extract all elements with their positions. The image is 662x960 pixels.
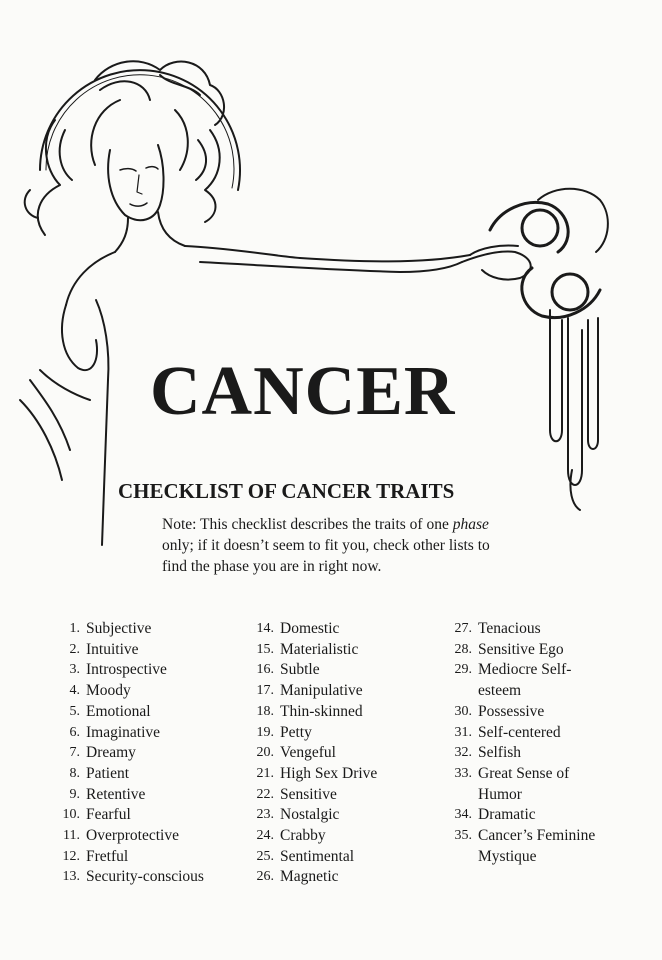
trait-number: 7. — [69, 745, 80, 761]
trait-number: 13. — [62, 869, 80, 885]
traits-column-3 — [438, 619, 638, 867]
trait-label: Sensitive — [280, 785, 337, 803]
trait-item — [240, 743, 440, 764]
trait-number: 18. — [256, 703, 274, 719]
trait-number: 30. — [454, 703, 472, 719]
trait-label: Security-conscious — [86, 868, 204, 886]
trait-item — [240, 660, 440, 681]
note-text-start: Note: This checklist describes the traits of one — [162, 516, 453, 533]
trait-number: 33. — [454, 765, 472, 781]
trait-number: 9. — [69, 786, 80, 802]
trait-item — [46, 619, 246, 640]
traits-column-2 — [240, 619, 440, 888]
trait-item — [240, 640, 440, 661]
trait-label: Possessive — [478, 702, 545, 720]
trait-item — [438, 805, 638, 826]
trait-number: 25. — [256, 848, 274, 864]
trait-item — [240, 805, 440, 826]
trait-number: 22. — [256, 786, 274, 802]
trait-label: Fretful — [86, 847, 129, 865]
trait-item — [46, 826, 246, 847]
trait-label: Dreamy — [86, 744, 136, 762]
trait-label: Mediocre Self-esteem — [478, 661, 572, 700]
trait-label: Dramatic — [478, 806, 536, 824]
trait-label: Overprotective — [86, 827, 179, 845]
trait-item — [240, 764, 440, 785]
trait-item — [240, 785, 440, 806]
trait-number: 15. — [256, 641, 274, 657]
trait-item — [438, 619, 638, 640]
trait-label: Thin-skinned — [280, 702, 363, 720]
trait-number: 17. — [256, 683, 274, 699]
trait-label: Crabby — [280, 827, 326, 845]
trait-item — [240, 619, 440, 640]
trait-item — [46, 847, 246, 868]
trait-item — [240, 681, 440, 702]
trait-label: Magnetic — [280, 868, 339, 886]
trait-number: 6. — [69, 724, 80, 740]
trait-number: 26. — [256, 869, 274, 885]
trait-number: 11. — [63, 828, 80, 844]
trait-number: 24. — [256, 828, 274, 844]
trait-item — [438, 764, 638, 805]
trait-label: Materialistic — [280, 640, 359, 658]
note-text-end: only; if it doesn’t seem to fit you, check other lists to find the phase you are in right now. — [162, 537, 490, 575]
checklist-note — [162, 514, 502, 577]
trait-number: 28. — [454, 641, 472, 657]
trait-item — [46, 743, 246, 764]
trait-number: 20. — [256, 745, 274, 761]
trait-label: Vengeful — [280, 744, 336, 762]
trait-number: 14. — [256, 621, 274, 636]
trait-number: 5. — [69, 703, 80, 719]
trait-label: Fearful — [86, 806, 131, 824]
page-title: CANCER — [150, 353, 456, 430]
trait-item — [438, 743, 638, 764]
trait-number: 35. — [454, 828, 472, 844]
trait-number: 31. — [454, 724, 472, 740]
trait-number: 32. — [454, 745, 472, 761]
trait-item — [46, 785, 246, 806]
trait-label: Great Sense of Humor — [478, 764, 570, 803]
trait-number: 3. — [69, 662, 80, 678]
trait-item — [46, 681, 246, 702]
trait-item — [240, 723, 440, 744]
trait-label: Manipulative — [280, 682, 363, 700]
trait-label: Introspective — [86, 661, 167, 679]
trait-number: 23. — [256, 807, 274, 823]
trait-item — [438, 640, 638, 661]
trait-number: 21. — [256, 765, 274, 781]
trait-item — [46, 702, 246, 723]
trait-label: Intuitive — [86, 640, 139, 658]
trait-item — [438, 826, 638, 867]
trait-label: Subjective — [86, 620, 152, 637]
trait-number: 1. — [69, 621, 80, 636]
trait-label: Domestic — [280, 620, 340, 637]
trait-item — [240, 826, 440, 847]
trait-number: 16. — [256, 662, 274, 678]
trait-number: 8. — [69, 765, 80, 781]
trait-item — [438, 723, 638, 744]
trait-number: 19. — [256, 724, 274, 740]
trait-label: Retentive — [86, 785, 146, 803]
trait-label: Patient — [86, 764, 130, 782]
trait-label: Nostalgic — [280, 806, 340, 824]
trait-number: 2. — [69, 641, 80, 657]
trait-label: Selfish — [478, 744, 522, 762]
trait-item — [240, 847, 440, 868]
trait-item — [240, 867, 440, 888]
trait-label: Self-centered — [478, 723, 561, 741]
trait-label: Emotional — [86, 702, 151, 720]
trait-number: 12. — [62, 848, 80, 864]
trait-label: Cancer’s Feminine Mystique — [478, 827, 596, 865]
trait-label: Sentimental — [280, 847, 355, 865]
traits-column-1 — [46, 619, 246, 888]
trait-item — [46, 805, 246, 826]
trait-item — [240, 702, 440, 723]
trait-number: 29. — [454, 662, 472, 678]
trait-label: Tenacious — [478, 620, 541, 637]
trait-item — [46, 867, 246, 888]
trait-label: Moody — [86, 682, 131, 700]
trait-item — [46, 660, 246, 681]
trait-label: Subtle — [280, 661, 320, 679]
trait-label: Sensitive Ego — [478, 640, 564, 658]
trait-item — [46, 764, 246, 785]
trait-item — [46, 723, 246, 744]
trait-label: High Sex Drive — [280, 764, 378, 782]
trait-item — [46, 640, 246, 661]
trait-label: Petty — [280, 723, 312, 741]
trait-number: 34. — [454, 807, 472, 823]
checklist-heading: CHECKLIST OF CANCER TRAITS — [118, 479, 455, 503]
note-emphasis: phase — [452, 516, 489, 533]
trait-number: 10. — [62, 807, 80, 823]
trait-label: Imaginative — [86, 723, 161, 741]
trait-item — [438, 660, 638, 701]
trait-number: 4. — [69, 683, 80, 699]
trait-number: 27. — [454, 621, 472, 636]
trait-item — [438, 702, 638, 723]
